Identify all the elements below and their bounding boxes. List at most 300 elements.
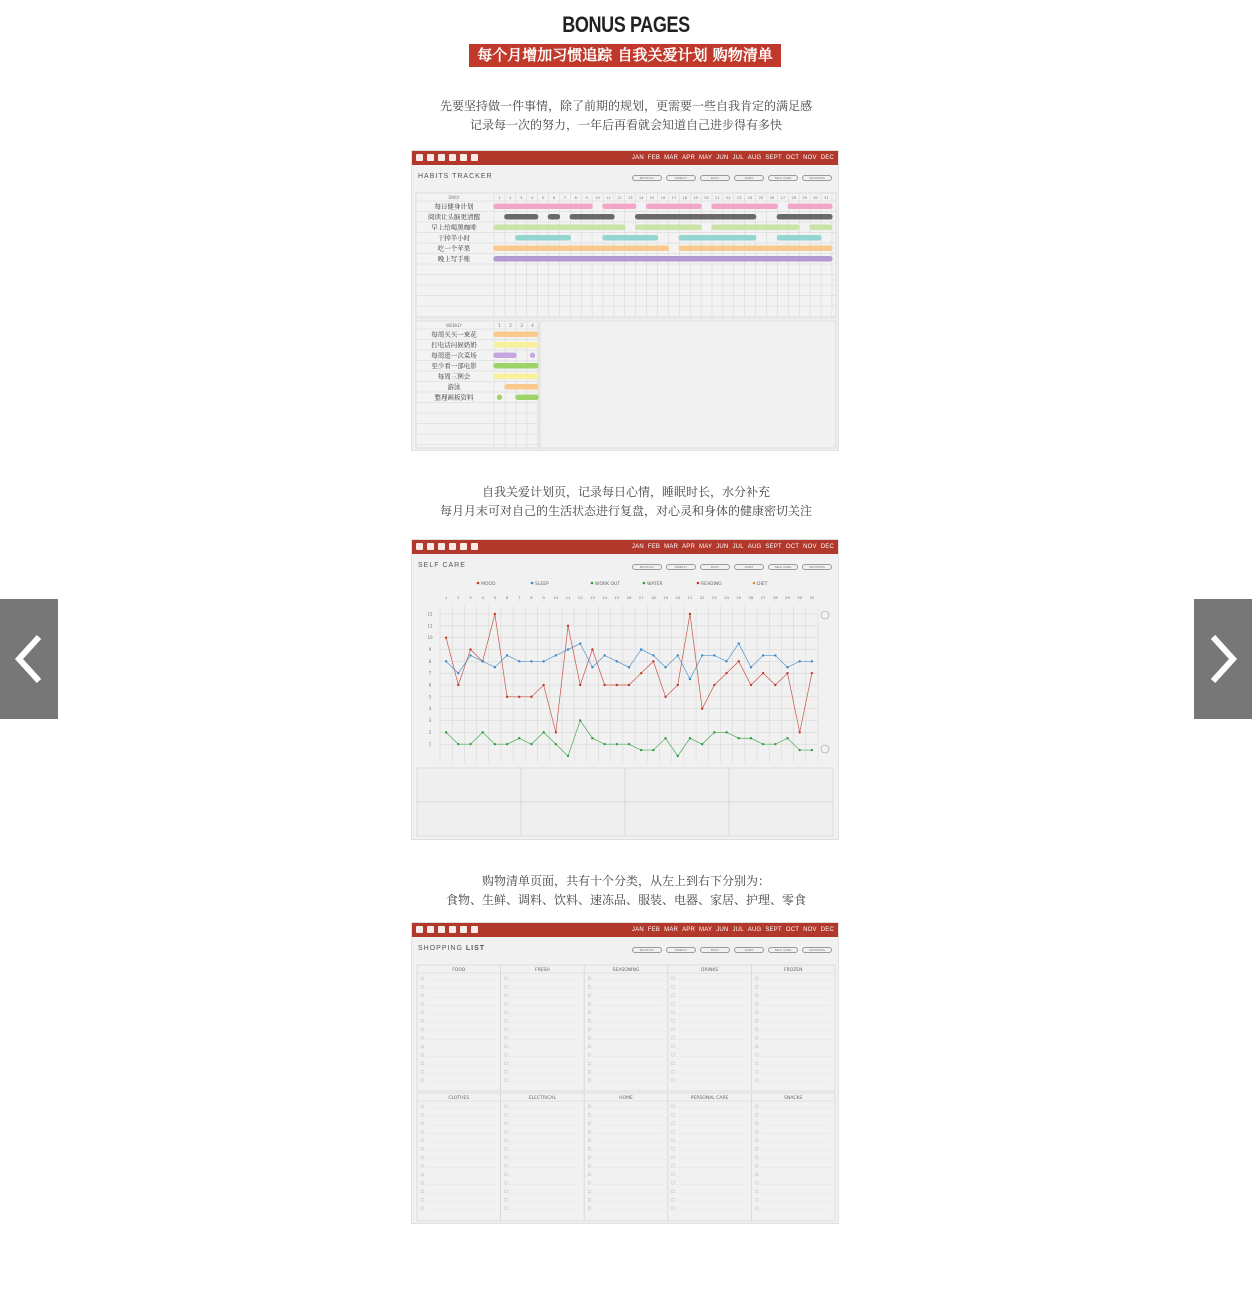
habit-name: 至少看一部电影 <box>431 361 477 370</box>
x-tick-label: 26 <box>748 595 754 600</box>
x-tick-label: 27 <box>760 595 766 600</box>
month-tab[interactable]: NOV <box>803 155 817 161</box>
data-point <box>701 743 703 745</box>
habit-name: 晚上写手账 <box>437 254 471 263</box>
month-tab[interactable]: JAN <box>631 544 644 550</box>
week-label: 3 <box>520 323 523 328</box>
day-label: 12 <box>617 196 622 200</box>
data-point <box>567 625 569 627</box>
data-point <box>457 743 459 745</box>
section-pill[interactable]: MONTHLY <box>632 175 662 181</box>
category-box <box>584 1093 668 1221</box>
y-tick-label: 2 <box>428 729 432 735</box>
data-point <box>542 660 544 662</box>
data-point <box>628 743 630 745</box>
month-tab[interactable]: DEC <box>820 544 834 550</box>
month-tab[interactable]: JUN <box>716 544 729 550</box>
data-point <box>579 642 581 644</box>
month-tab[interactable]: OCT <box>785 544 800 550</box>
section-pill[interactable]: MONTHLY <box>632 947 662 953</box>
category-box <box>417 965 501 1091</box>
notes-cell <box>417 802 521 836</box>
day-label: 11 <box>606 196 611 200</box>
day-label: 9 <box>585 196 588 200</box>
month-tab[interactable]: SEPT <box>765 544 782 550</box>
data-point <box>799 731 801 733</box>
month-tab[interactable]: SEPT <box>765 155 782 161</box>
data-point <box>579 684 581 686</box>
x-tick-label: 28 <box>772 595 778 600</box>
data-point <box>567 755 569 757</box>
month-tab[interactable]: JUL <box>732 927 744 933</box>
section-pill[interactable]: HABIT <box>734 564 764 570</box>
data-point <box>762 743 764 745</box>
data-point <box>811 660 813 662</box>
x-tick-label: 9 <box>542 595 545 600</box>
month-tab[interactable]: MAR <box>664 927 679 933</box>
data-point <box>628 684 630 686</box>
data-point <box>469 648 471 650</box>
week-label: 2 <box>509 323 512 328</box>
data-point <box>542 684 544 686</box>
shopping-title-bold: LIST <box>465 945 486 952</box>
data-point <box>518 660 520 662</box>
data-point <box>664 696 666 698</box>
day-label: 14 <box>638 196 644 200</box>
data-point <box>640 672 642 674</box>
notes-cell <box>521 768 625 802</box>
next-slide-button[interactable] <box>1194 599 1252 719</box>
category-label: ELECTRICAL <box>528 1096 557 1101</box>
y-tick-label: 4 <box>428 706 432 712</box>
x-tick-label: 25 <box>736 595 742 600</box>
x-tick-label: 7 <box>518 595 521 600</box>
data-point <box>555 654 557 656</box>
notes-cell <box>625 802 729 836</box>
data-point <box>445 660 447 662</box>
data-point <box>494 613 496 615</box>
legend-label: SLEEP <box>535 582 549 587</box>
section-pill[interactable]: WEEKLY <box>666 175 696 181</box>
day-label: 22 <box>726 196 731 200</box>
day-label: 7 <box>563 196 566 200</box>
x-tick-label: 10 <box>553 595 559 600</box>
legend-label: DIET <box>757 582 768 587</box>
day-label: 13 <box>627 196 633 200</box>
x-tick-label: 5 <box>493 595 497 600</box>
day-label: 1 <box>498 196 501 200</box>
data-point <box>664 737 666 739</box>
month-tab[interactable]: MAY <box>699 927 713 933</box>
data-point <box>762 654 764 656</box>
month-tab[interactable]: APR <box>682 544 696 550</box>
shopping-grid <box>412 923 839 1224</box>
x-tick-label: 20 <box>675 595 681 600</box>
data-point <box>616 743 618 745</box>
habit-name: 打电话问候奶奶 <box>431 340 477 349</box>
legend-dot <box>477 582 480 585</box>
day-label: 18 <box>682 196 688 200</box>
month-tab[interactable]: JUL <box>732 544 744 550</box>
data-point <box>591 666 593 668</box>
y-tick-label: 8 <box>428 658 432 664</box>
category-box <box>751 1093 835 1221</box>
category-label: PERSONAL CARE <box>690 1096 729 1101</box>
section-pill[interactable]: SELF CARE <box>768 947 798 953</box>
data-point <box>457 684 459 686</box>
week-label: 1 <box>498 323 501 328</box>
month-tab[interactable]: OCT <box>785 927 800 933</box>
x-tick-label: 13 <box>589 595 595 600</box>
x-tick-label: 21 <box>687 595 693 600</box>
category-label: FRESH <box>534 968 550 973</box>
month-tab[interactable]: MAR <box>664 155 679 161</box>
category-label: SEASONING <box>612 968 640 973</box>
x-tick-label: 19 <box>663 595 669 600</box>
section-pill[interactable]: SHOPPING <box>802 175 832 181</box>
data-point <box>469 654 471 656</box>
habit-name: 每周三例会 <box>437 372 471 381</box>
data-point <box>799 749 801 751</box>
data-point <box>652 660 654 662</box>
data-point <box>701 654 703 656</box>
data-point <box>555 731 557 733</box>
category-box <box>417 1093 501 1221</box>
data-point <box>640 749 642 751</box>
day-label: 15 <box>649 196 655 200</box>
day-label: 30 <box>813 196 818 200</box>
data-point <box>542 731 544 733</box>
data-point <box>530 660 532 662</box>
habit-name: 干掉半小时 <box>437 233 471 242</box>
data-point <box>701 707 703 709</box>
day-label: 3 <box>520 196 523 200</box>
data-point <box>445 731 447 733</box>
data-point <box>616 660 618 662</box>
data-point <box>713 654 715 656</box>
data-point <box>738 660 740 662</box>
section-pill[interactable]: HABIT <box>734 947 764 953</box>
weekly-label: WEEKLY <box>446 323 462 328</box>
habits-tracker-panel <box>411 150 839 451</box>
chevron-right-icon <box>1203 629 1243 689</box>
data-point <box>677 684 679 686</box>
x-tick-label: 12 <box>577 595 583 600</box>
data-point <box>677 654 679 656</box>
data-point <box>518 696 520 698</box>
y-tick-label: 12 <box>427 611 433 617</box>
notes-cell <box>625 768 729 802</box>
month-tab[interactable]: FEB <box>647 155 661 161</box>
notes-cell <box>729 768 833 802</box>
data-point <box>677 755 679 757</box>
day-label: 29 <box>802 196 807 200</box>
data-point <box>640 648 642 650</box>
x-tick-label: 31 <box>809 595 815 600</box>
data-point <box>689 678 691 680</box>
category-box <box>668 1093 752 1221</box>
y-tick-label: 1 <box>428 741 432 747</box>
y-tick-label: 3 <box>428 718 432 723</box>
data-point <box>591 648 593 650</box>
category-box <box>668 965 752 1091</box>
notes-box <box>540 321 836 448</box>
section-pill[interactable]: DAILY <box>700 564 730 570</box>
x-tick-label: 6 <box>505 595 509 600</box>
section-pill[interactable]: SELF CARE <box>768 564 798 570</box>
month-tab[interactable]: FEB <box>647 544 661 550</box>
legend-dot <box>643 582 646 585</box>
month-tab[interactable]: AUG <box>747 544 762 550</box>
data-point <box>481 731 483 733</box>
day-label: 2 <box>509 196 512 200</box>
day-label: 20 <box>704 196 709 200</box>
x-tick-label: 23 <box>711 595 717 600</box>
data-point <box>786 737 788 739</box>
category-box <box>501 1093 585 1221</box>
notes-cell <box>729 802 833 836</box>
x-tick-label: 30 <box>797 595 803 600</box>
legend-label: WORK OUT <box>595 582 621 587</box>
month-tab[interactable]: FEB <box>647 927 661 933</box>
category-label: FROZEN <box>783 968 803 973</box>
month-tab[interactable]: NOV <box>803 544 817 550</box>
month-tab[interactable]: JUL <box>732 155 744 161</box>
data-point <box>786 672 788 674</box>
page-title: BONUS PAGES <box>562 12 690 37</box>
data-point <box>750 684 752 686</box>
data-point <box>774 654 776 656</box>
y-tick-label: 7 <box>428 670 432 676</box>
section-pill[interactable]: SHOPPING <box>802 947 832 953</box>
section-pill[interactable]: SELF CARE <box>768 175 798 181</box>
data-point <box>445 636 447 638</box>
habit-name: 早上给喝黑咖啡 <box>431 223 477 232</box>
habit-name: 每周买买一束花 <box>431 330 477 339</box>
month-tab[interactable]: MAY <box>699 544 713 550</box>
x-tick-label: 15 <box>614 595 620 600</box>
data-point <box>616 684 618 686</box>
x-tick-label: 29 <box>785 595 790 600</box>
data-point <box>603 684 605 686</box>
data-point <box>689 737 691 739</box>
section-pill[interactable]: WEEKLY <box>666 564 696 570</box>
habits-caption-1: 先要坚持做一件事情，除了前期的规划，更需要一些自我肯定的满足感 <box>439 99 812 113</box>
data-point <box>750 737 752 739</box>
day-label: 27 <box>780 196 786 200</box>
legend-label: MOOD <box>481 582 496 587</box>
data-point <box>725 731 727 733</box>
month-tab[interactable]: APR <box>682 927 696 933</box>
data-point <box>457 672 459 674</box>
category-label: DRINKS <box>701 968 719 973</box>
month-tab[interactable]: AUG <box>747 155 762 161</box>
data-point <box>469 743 471 745</box>
data-point <box>591 737 593 739</box>
y-tick-label: 5 <box>428 694 432 700</box>
section-pill[interactable]: DAILY <box>700 175 730 181</box>
x-tick-label: 22 <box>699 595 705 600</box>
day-label: 4 <box>531 196 534 200</box>
section-pill[interactable]: HABIT <box>734 175 764 181</box>
x-tick-label: 14 <box>602 595 608 600</box>
habit-name: 吃一个苹果 <box>437 244 471 253</box>
month-tab[interactable]: SEPT <box>765 927 782 933</box>
data-point <box>506 654 508 656</box>
selfcare-caption-2: 每月月末可对自己的生活状态进行复盘，对心灵和身体的健康密切关注 <box>439 504 812 518</box>
data-point <box>494 743 496 745</box>
data-point <box>725 672 727 674</box>
data-point <box>811 672 813 674</box>
x-tick-label: 18 <box>650 595 656 600</box>
data-point <box>713 731 715 733</box>
x-tick-label: 2 <box>457 595 460 600</box>
prev-slide-button[interactable] <box>0 599 58 719</box>
month-tab[interactable]: JAN <box>631 927 644 933</box>
data-point <box>555 743 557 745</box>
y-tick-label: 6 <box>428 682 432 688</box>
month-tab[interactable]: NOV <box>803 927 817 933</box>
data-point <box>530 743 532 745</box>
habit-name: 整理画板资料 <box>434 393 474 402</box>
day-label: 26 <box>769 196 775 200</box>
section-pill[interactable]: SHOPPING <box>802 564 832 570</box>
legend-dot <box>753 582 756 585</box>
day-label: 16 <box>660 196 666 200</box>
data-point <box>518 737 520 739</box>
data-point <box>762 672 764 674</box>
month-tab[interactable]: AUG <box>747 927 762 933</box>
data-point <box>628 666 630 668</box>
month-tab[interactable]: MAR <box>664 544 679 550</box>
data-point <box>689 613 691 615</box>
shopping-list-panel <box>411 922 839 1224</box>
smile-icon <box>821 611 829 619</box>
chevron-left-icon <box>9 629 49 689</box>
x-tick-label: 16 <box>626 595 632 600</box>
day-label: 31 <box>824 196 829 200</box>
habit-name: 每日健身计划 <box>434 202 474 211</box>
x-tick-label: 24 <box>724 595 729 600</box>
habit-name: 阅读让头脑更清醒 <box>428 212 480 221</box>
day-label: 5 <box>541 196 545 200</box>
legend-label: WATER <box>647 582 663 587</box>
section-pill[interactable]: DAILY <box>700 947 730 953</box>
category-label: FOOD <box>452 968 466 973</box>
category-label: CLOTHES <box>448 1096 470 1101</box>
habit-mark <box>497 395 502 400</box>
frown-icon <box>821 745 829 753</box>
category-box <box>751 965 835 1091</box>
day-label: 8 <box>574 196 577 200</box>
x-tick-label: 3 <box>469 595 472 600</box>
data-point <box>652 654 654 656</box>
data-point <box>713 684 715 686</box>
month-tab[interactable]: JAN <box>631 155 644 161</box>
data-point <box>652 749 654 751</box>
data-point <box>603 743 605 745</box>
category-box <box>501 965 585 1091</box>
data-point <box>774 743 776 745</box>
day-label: 23 <box>736 196 742 200</box>
selfcare-caption-1: 自我关爱计划页，记录每日心情，睡眠时长，水分补充 <box>481 485 770 499</box>
month-tab[interactable]: JUN <box>716 927 729 933</box>
self-care-chart <box>412 540 839 840</box>
y-tick-label: 9 <box>428 647 432 652</box>
data-point <box>481 660 483 662</box>
day-label: 24 <box>747 196 753 200</box>
x-tick-label: 1 <box>444 595 448 600</box>
data-point <box>579 719 581 721</box>
legend-label: READING <box>701 582 722 587</box>
habits-caption-2: 记录每一次的努力，一年后再看就会知道自己进步得有多快 <box>469 118 782 132</box>
data-point <box>786 666 788 668</box>
day-label: 25 <box>758 196 764 200</box>
self-care-panel <box>411 539 839 840</box>
notes-cell <box>521 802 625 836</box>
week-label: 4 <box>531 323 534 328</box>
legend-dot <box>591 582 594 585</box>
legend-dot <box>697 582 700 585</box>
shopping-title-light: SHOPPING <box>418 945 463 952</box>
day-label: 19 <box>693 196 698 200</box>
day-label: 28 <box>791 196 797 200</box>
x-tick-label: 8 <box>530 595 533 600</box>
data-point <box>811 749 813 751</box>
day-label: 17 <box>671 196 677 200</box>
data-point <box>738 642 740 644</box>
month-tab[interactable]: JUN <box>716 155 729 161</box>
data-point <box>567 648 569 650</box>
section-pill[interactable]: WEEKLY <box>666 947 696 953</box>
habit-name: 游泳 <box>447 382 461 391</box>
data-point <box>603 654 605 656</box>
data-point <box>530 696 532 698</box>
legend-dot <box>531 582 534 585</box>
notes-cell <box>417 768 521 802</box>
month-tab[interactable]: MAY <box>699 155 713 161</box>
habits-title: HABITS TRACKER <box>418 173 493 180</box>
month-tab[interactable]: APR <box>682 155 696 161</box>
data-point <box>725 660 727 662</box>
habit-name: 每周逛一次菜场 <box>431 351 477 360</box>
day-label: 6 <box>552 196 556 200</box>
selfcare-title: SELF CARE <box>418 562 466 569</box>
habits-grid <box>412 151 839 451</box>
data-point <box>774 684 776 686</box>
data-point <box>506 696 508 698</box>
data-point <box>738 737 740 739</box>
banner-subtitle: 每个月增加习惯追踪 自我关爱计划 购物清单 <box>469 44 781 67</box>
x-tick-label: 11 <box>565 595 571 600</box>
category-box <box>584 965 668 1091</box>
x-tick-label: 4 <box>481 595 484 600</box>
x-tick-label: 17 <box>638 595 644 600</box>
section-pill[interactable]: MONTHLY <box>632 564 662 570</box>
category-label: SNACKS <box>784 1096 803 1101</box>
month-tab[interactable]: DEC <box>820 155 834 161</box>
habit-mark <box>530 353 535 358</box>
category-label: HOME <box>619 1096 633 1101</box>
data-point <box>506 743 508 745</box>
data-point <box>799 660 801 662</box>
y-tick-label: 10 <box>427 635 433 641</box>
daily-label: DAILY <box>448 195 460 200</box>
data-point <box>750 666 752 668</box>
month-tab[interactable]: OCT <box>785 155 800 161</box>
month-tab[interactable]: DEC <box>820 927 834 933</box>
day-label: 10 <box>595 196 600 200</box>
